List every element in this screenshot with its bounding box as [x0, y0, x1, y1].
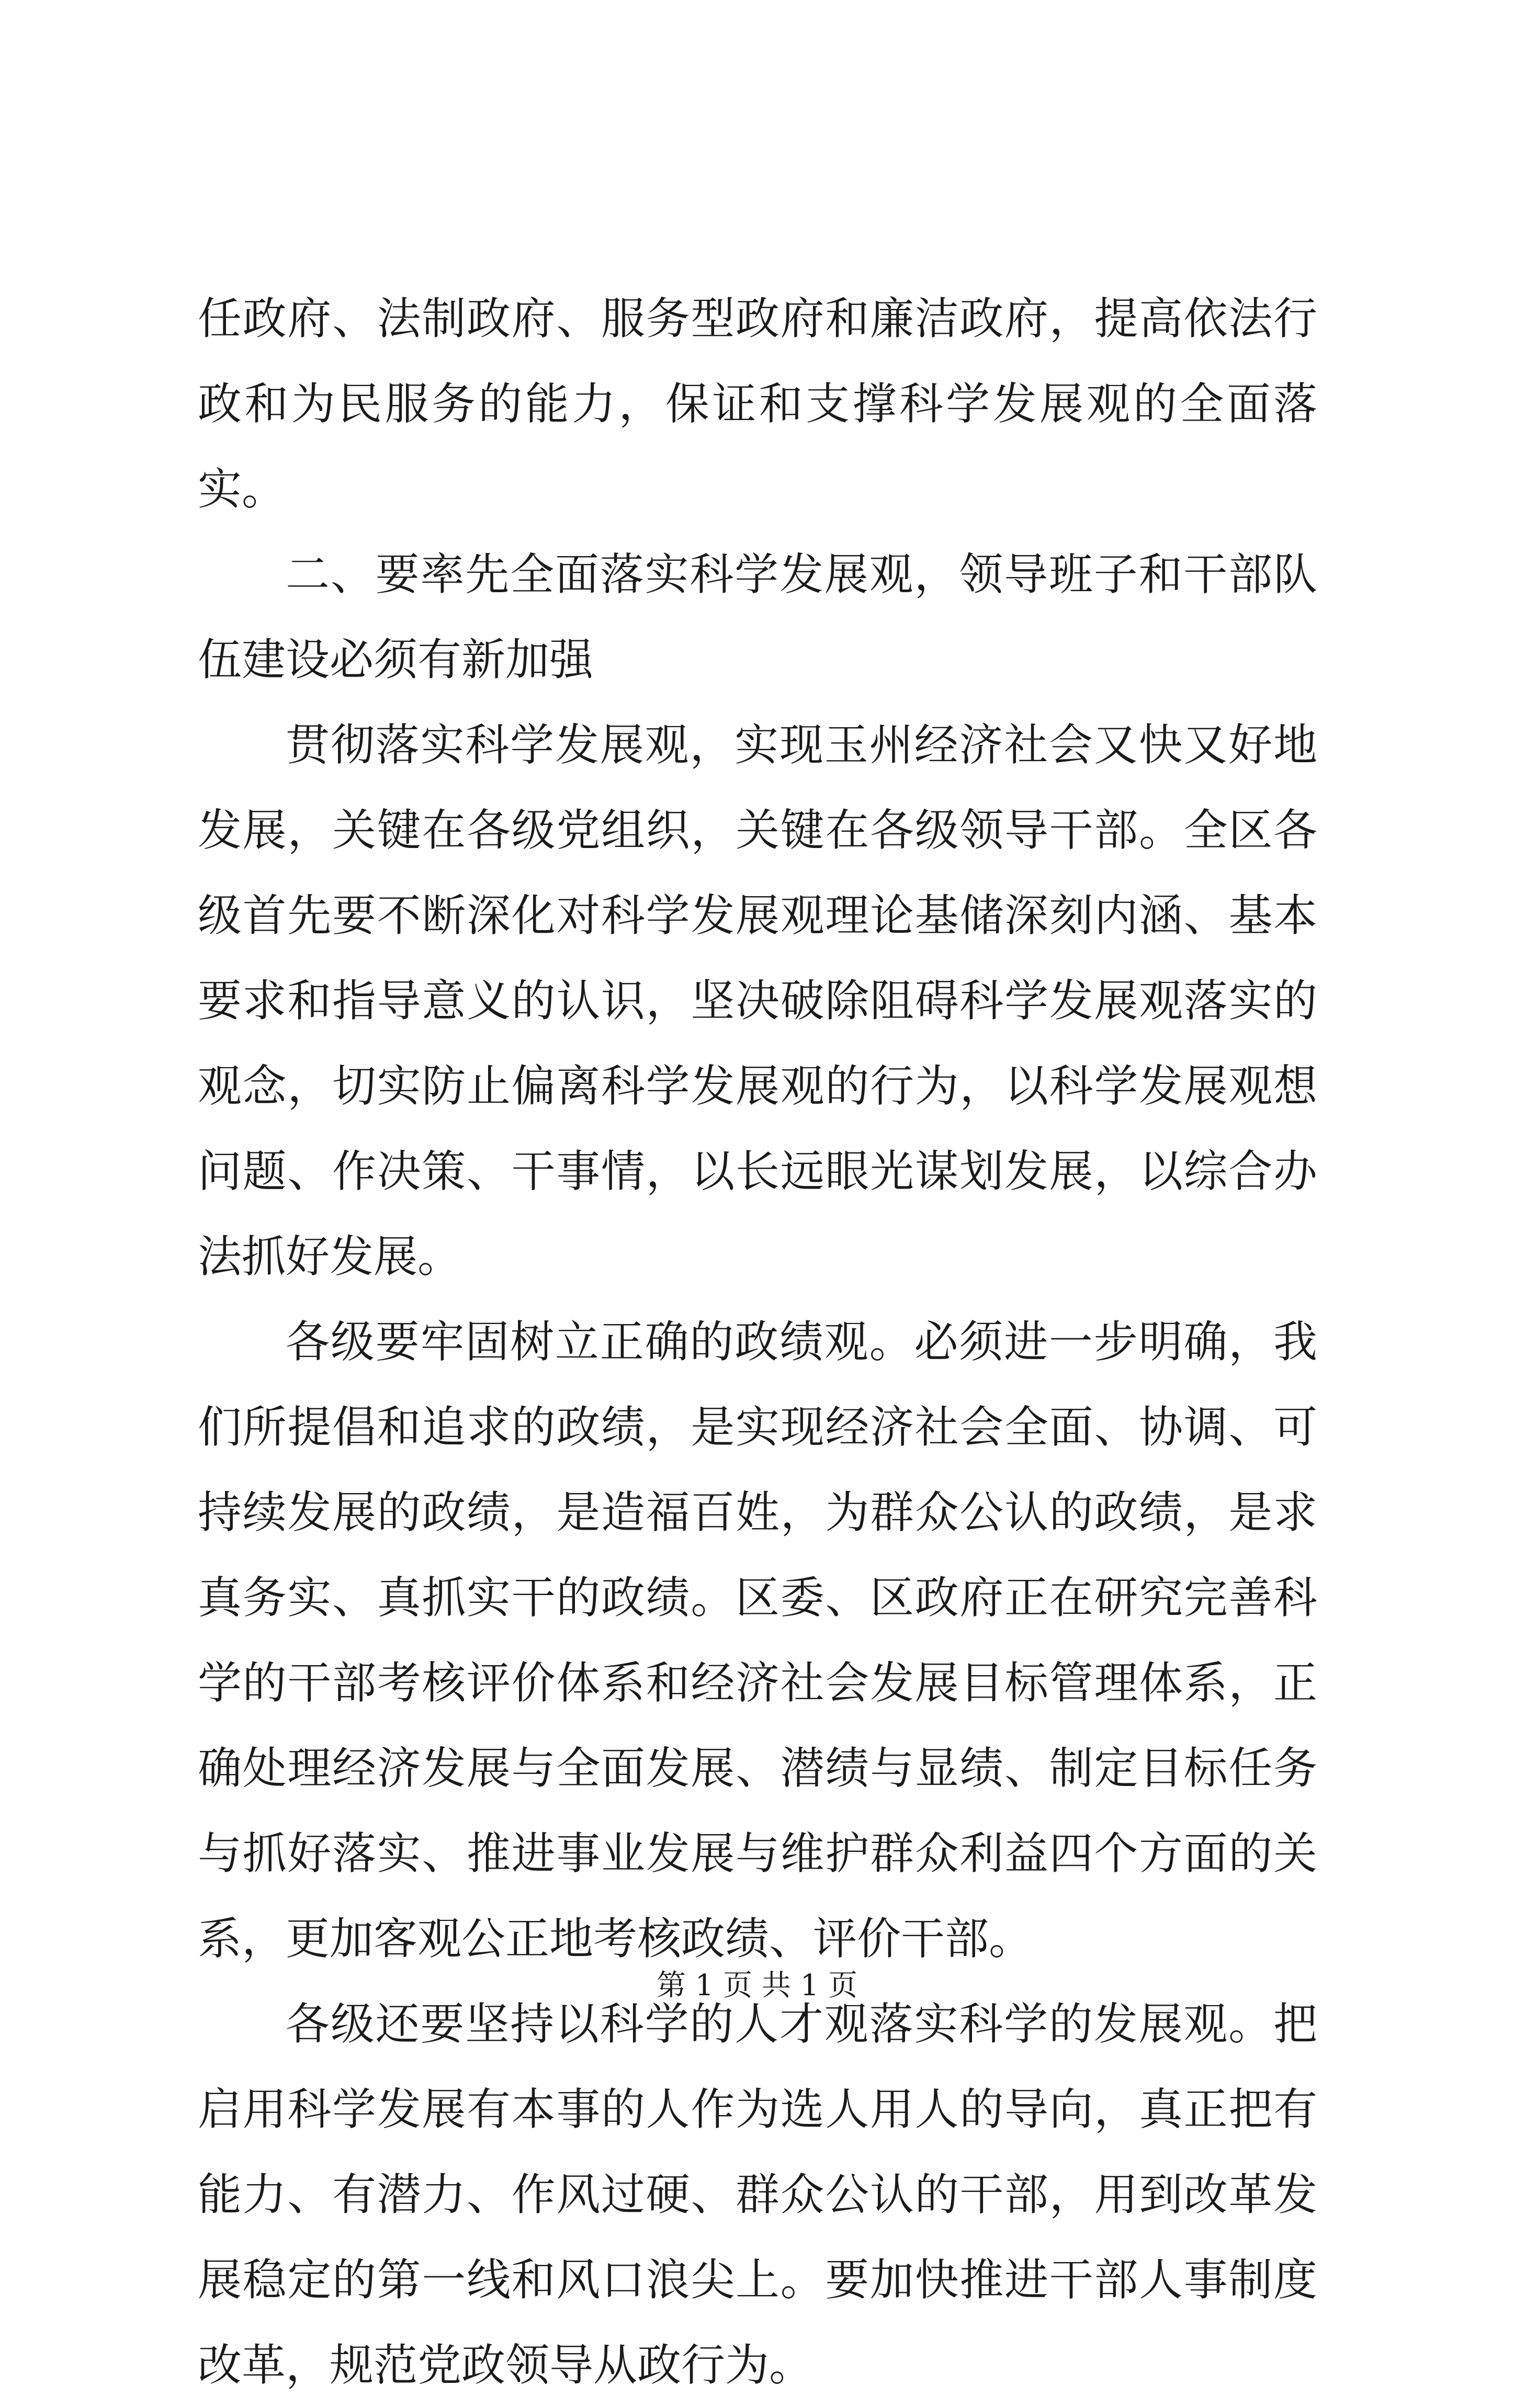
section-heading-2: 二、要率先全面落实科学发展观，领导班子和干部队伍建设必须有新加强 — [198, 549, 1317, 685]
paragraph-4: 各级要牢固树立正确的政绩观。必须进一步明确，我们所提倡和追求的政绩，是实现经济社会全面、协调、可持续发展的政绩，是造福百姓，为群众公认的政绩，是求真务实、真抓实干的政绩。区委、区政府正在研究完善科学的干部考核评价体系和经济社会发展目标管理体系，正确处理经济发展与全面发展、潜绩与显绩、制定目标任务与抓好落实、推进事业发展与维护群众利益四个方面的关系，更加客观公正地考核政绩、评价干部。 — [198, 1316, 1317, 1964]
paragraph-3: 贯彻落实科学发展观，实现玉州经济社会又快又好地发展，关键在各级党组织，关键在各级领导干部。全区各级首先要不断深化对科学发展观理论基储深刻内涵、基本要求和指导意义的认识，坚决破除阻碍科学发展观落实的观念，切实防止偏离科学发展观的行为，以科学发展观想问题、作决策、干事情，以长远眼光谋划发展，以综合办法抓好发展。 — [198, 719, 1317, 1282]
document-body — [198, 276, 1317, 2408]
page-footer: 第 1 页 共 1 页 — [656, 1969, 858, 2003]
paragraph-5: 各级还要坚持以科学的人才观落实科学的发展观。把启用科学发展有本事的人作为选人用人的导向，真正把有能力、有潜力、作风过硬、群众公认的干部，用到改革发展稳定的第一线和风口浪尖上。要加快推进干部人事制度改革，规范党政领导从政行为。 — [198, 1998, 1317, 2391]
paragraph-1: 任政府、法制政府、服务型政府和廉洁政府，提高依法行政和为民服务的能力，保证和支撑科学发展观的全面落实。 — [198, 293, 1317, 515]
